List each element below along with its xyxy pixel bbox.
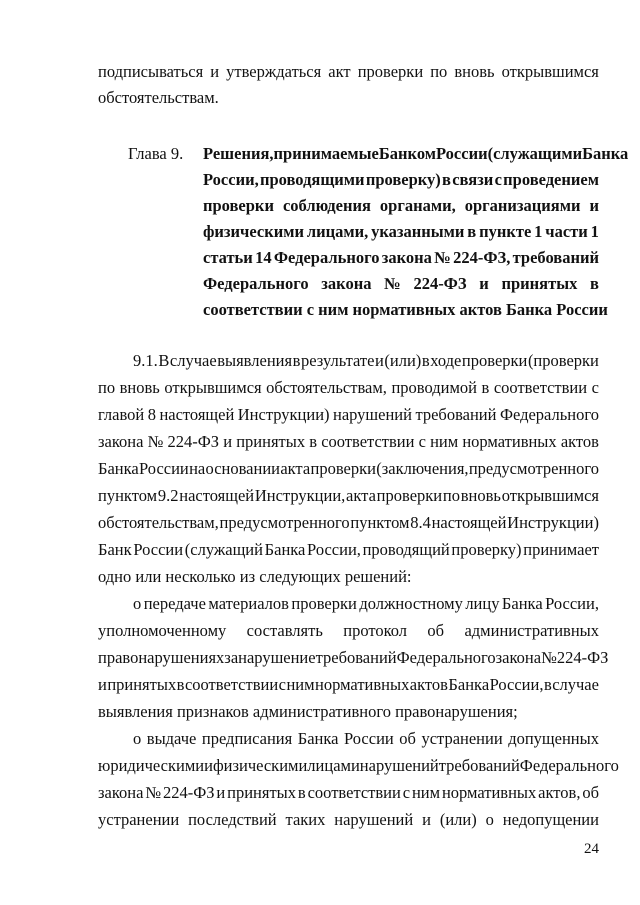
- word: Инструкции): [507, 513, 599, 532]
- word: (служащими: [487, 144, 583, 163]
- word: закона: [495, 648, 542, 667]
- paragraph-line: одно или несколько из следующих решений:: [98, 567, 412, 586]
- word: и: [422, 810, 431, 829]
- word: и: [375, 351, 384, 370]
- word: должностному: [359, 594, 463, 613]
- word: части: [545, 222, 588, 241]
- decision-line: [98, 756, 619, 775]
- word: России: [344, 729, 394, 748]
- word: требований: [415, 405, 497, 424]
- word: России,: [489, 675, 544, 694]
- word: нормативных: [315, 675, 410, 694]
- word: закона: [98, 783, 144, 802]
- word: с: [418, 432, 426, 451]
- word: настоящей: [159, 405, 235, 424]
- word: 9.2: [157, 486, 179, 505]
- word: №: [147, 432, 164, 451]
- word: ним: [430, 432, 459, 451]
- chapter-title-line: [203, 172, 599, 189]
- word: проводящий: [362, 540, 450, 559]
- word: акта: [280, 459, 311, 478]
- word: организациями: [464, 196, 581, 215]
- word: статьи: [203, 248, 253, 267]
- word: актов,: [538, 783, 581, 802]
- word: Банка: [98, 459, 139, 478]
- word: настоящей: [431, 513, 507, 532]
- word: актов: [409, 675, 448, 694]
- word: о: [133, 729, 142, 748]
- word: связи: [452, 170, 494, 189]
- chapter-title-line: [203, 276, 599, 293]
- paragraph-line: [133, 353, 599, 370]
- word: России: [436, 144, 488, 163]
- word: нарушений: [359, 756, 439, 775]
- word: лицами: [307, 756, 360, 775]
- word: в: [292, 351, 301, 370]
- decision-line: [133, 731, 599, 748]
- word: выявления: [217, 351, 293, 370]
- decision-line: [98, 812, 599, 829]
- text-line: [98, 64, 599, 81]
- paragraph-line: [98, 434, 599, 451]
- word: по: [430, 62, 448, 81]
- word: России: [133, 540, 184, 559]
- paragraph-line: [98, 461, 599, 478]
- word: вновь: [454, 62, 495, 81]
- word: об: [427, 621, 445, 640]
- word: 224-ФЗ: [167, 432, 220, 451]
- word: №: [541, 648, 557, 667]
- word: ним: [411, 783, 441, 802]
- paragraph-line: [98, 488, 599, 505]
- word: требований: [438, 756, 520, 775]
- word: проверки: [203, 196, 274, 215]
- word: физическими: [212, 756, 308, 775]
- word: 8: [147, 405, 156, 424]
- word: с: [591, 378, 599, 397]
- chapter-title-line: [203, 250, 599, 267]
- word: в: [543, 675, 552, 694]
- word: требований: [315, 648, 397, 667]
- word: и: [479, 274, 489, 293]
- word: об: [582, 783, 599, 802]
- word: Банком: [378, 144, 437, 163]
- word: обстоятельствам,: [266, 378, 387, 397]
- word: ним: [286, 675, 315, 694]
- word: закона: [381, 248, 432, 267]
- word: 224-ФЗ: [556, 648, 609, 667]
- word: о: [485, 810, 494, 829]
- word: (служащий: [184, 540, 263, 559]
- word: материалов: [208, 594, 289, 613]
- word: закона: [98, 432, 144, 451]
- word: выдаче: [146, 729, 197, 748]
- word: утверждаться: [226, 62, 322, 81]
- word: предусмотренного: [219, 513, 350, 532]
- word: требований: [512, 248, 599, 267]
- word: (или): [384, 351, 422, 370]
- word: №: [434, 248, 451, 267]
- word: 224-ФЗ: [413, 274, 467, 293]
- word: предусмотренного: [468, 459, 599, 478]
- word: (заключения,: [376, 459, 469, 478]
- paragraph-line: [98, 542, 599, 559]
- word: (или): [439, 810, 477, 829]
- word: таких: [285, 810, 326, 829]
- chapter-label: Глава 9.: [128, 144, 184, 163]
- word: принятых: [501, 274, 578, 293]
- word: административных: [464, 621, 599, 640]
- word: с: [278, 675, 286, 694]
- word: проверки: [310, 459, 376, 478]
- word: (проверки: [527, 351, 599, 370]
- word: России: [139, 459, 189, 478]
- word: вновь: [460, 486, 501, 505]
- word: Банка: [264, 540, 306, 559]
- word: настоящей: [179, 486, 255, 505]
- word: за: [224, 648, 239, 667]
- word: лицу: [465, 594, 500, 613]
- word: Федерального: [499, 405, 599, 424]
- word: основании: [205, 459, 280, 478]
- word: случае: [169, 351, 217, 370]
- paragraph-line: [98, 407, 599, 424]
- word: проводимой: [391, 378, 477, 397]
- word: Федерального: [519, 756, 619, 775]
- word: органами,: [379, 196, 456, 215]
- word: по: [442, 486, 460, 505]
- word: Инструкции): [237, 405, 330, 424]
- word: России,: [307, 540, 361, 559]
- word: указанными: [371, 222, 465, 241]
- text-line: обстоятельствам.: [98, 88, 219, 107]
- word: 8.4: [410, 513, 431, 532]
- decision-line: [98, 648, 609, 667]
- word: Решения,: [203, 144, 274, 163]
- word: устранении: [98, 810, 180, 829]
- word: 14: [255, 248, 272, 267]
- word: Федерального: [203, 274, 309, 293]
- word: 1: [590, 222, 599, 241]
- word: в: [297, 783, 306, 802]
- word: проверку): [451, 540, 522, 559]
- word: закона: [321, 274, 372, 293]
- word: главой: [98, 405, 145, 424]
- word: России,: [545, 594, 599, 613]
- paragraph-line: [98, 515, 599, 532]
- word: №: [145, 783, 162, 802]
- word: с: [402, 783, 411, 802]
- word: принятых: [236, 432, 306, 451]
- word: проверки: [461, 351, 528, 370]
- paragraph-line: [98, 380, 599, 397]
- word: соответствии: [321, 432, 415, 451]
- word: нормативных: [441, 783, 537, 802]
- word: №: [384, 274, 401, 293]
- word: случае: [552, 675, 599, 694]
- word: Банка: [297, 729, 339, 748]
- word: в: [309, 432, 318, 451]
- word: в: [481, 378, 490, 397]
- word: соответствии: [493, 378, 588, 397]
- word: и: [210, 62, 220, 81]
- word: последствий: [188, 810, 277, 829]
- word: уполномоченному: [98, 621, 227, 640]
- word: 224-ФЗ: [162, 783, 215, 802]
- word: Федерального: [396, 648, 496, 667]
- word: нарушений: [333, 405, 412, 424]
- word: в: [442, 170, 451, 189]
- word: и: [216, 783, 226, 802]
- word: передаче: [143, 594, 206, 613]
- word: о: [133, 594, 142, 613]
- word: актов: [560, 432, 599, 451]
- word: недопущении: [502, 810, 599, 829]
- word: Банк: [98, 540, 132, 559]
- word: устранении: [421, 729, 503, 748]
- word: В: [158, 351, 170, 370]
- word: лицами,: [306, 222, 369, 241]
- page-number: 24: [584, 841, 599, 857]
- word: принимает: [523, 540, 599, 559]
- word: правонарушениях: [98, 648, 225, 667]
- word: Банка: [501, 594, 543, 613]
- word: Федерального: [273, 248, 380, 267]
- word: соответствии: [307, 783, 401, 802]
- word: нарушение: [238, 648, 316, 667]
- word: подписываться: [98, 62, 204, 81]
- decision-line: [133, 596, 599, 613]
- word: проверку): [365, 170, 441, 189]
- word: результате: [301, 351, 375, 370]
- word: проводящими: [259, 170, 365, 189]
- word: 9.1.: [133, 351, 158, 370]
- word: физическими: [203, 222, 304, 241]
- word: 224-ФЗ,: [453, 248, 511, 267]
- word: открывшимся: [164, 378, 262, 397]
- word: вновь: [119, 378, 160, 397]
- word: пунктом: [98, 486, 158, 505]
- word: нормативных: [462, 432, 557, 451]
- word: в: [176, 675, 185, 694]
- word: юридическими: [98, 756, 205, 775]
- word: акт: [328, 62, 351, 81]
- word: открывшимся: [501, 62, 599, 81]
- word: пункте: [479, 222, 532, 241]
- word: соответствии: [184, 675, 279, 694]
- chapter-title-line: [203, 198, 599, 215]
- word: открывшимся: [501, 486, 599, 505]
- word: принятых: [227, 783, 297, 802]
- chapter-title-line: [203, 224, 599, 241]
- chapter-title-line: соответствии с ним нормативных актов Банка России: [203, 300, 608, 319]
- word: предписания: [201, 729, 293, 748]
- word: на: [189, 459, 206, 478]
- word: в: [467, 222, 477, 241]
- word: проверки: [357, 62, 424, 81]
- word: Банка: [448, 675, 490, 694]
- word: составлять: [246, 621, 323, 640]
- word: проверки: [291, 594, 357, 613]
- word: по: [98, 378, 116, 397]
- decision-line: [98, 677, 599, 694]
- word: в: [590, 274, 599, 293]
- word: с: [494, 170, 502, 189]
- word: и: [223, 432, 233, 451]
- word: обстоятельствам,: [98, 513, 219, 532]
- word: и: [204, 756, 213, 775]
- word: Инструкции,: [254, 486, 346, 505]
- word: пунктом: [350, 513, 410, 532]
- word: Банка: [582, 144, 629, 163]
- word: акта: [346, 486, 376, 505]
- word: 1: [534, 222, 543, 241]
- word: принятых: [107, 675, 177, 694]
- word: проведением: [503, 170, 599, 189]
- word: ходе: [430, 351, 462, 370]
- word: принимаемые: [273, 144, 379, 163]
- word: и: [589, 196, 599, 215]
- word: соблюдения: [282, 196, 371, 215]
- chapter-title-line: [203, 144, 629, 163]
- word: и: [98, 675, 107, 694]
- word: проверки: [376, 486, 443, 505]
- word: об: [399, 729, 416, 748]
- word: протокол: [343, 621, 408, 640]
- word: в: [421, 351, 430, 370]
- decision-line: [98, 623, 599, 640]
- word: России,: [203, 170, 259, 189]
- decision-line: [98, 785, 599, 802]
- word: нарушений: [334, 810, 414, 829]
- word: допущенных: [508, 729, 599, 748]
- decision-line: выявления признаков административного правонарушения;: [98, 702, 518, 721]
